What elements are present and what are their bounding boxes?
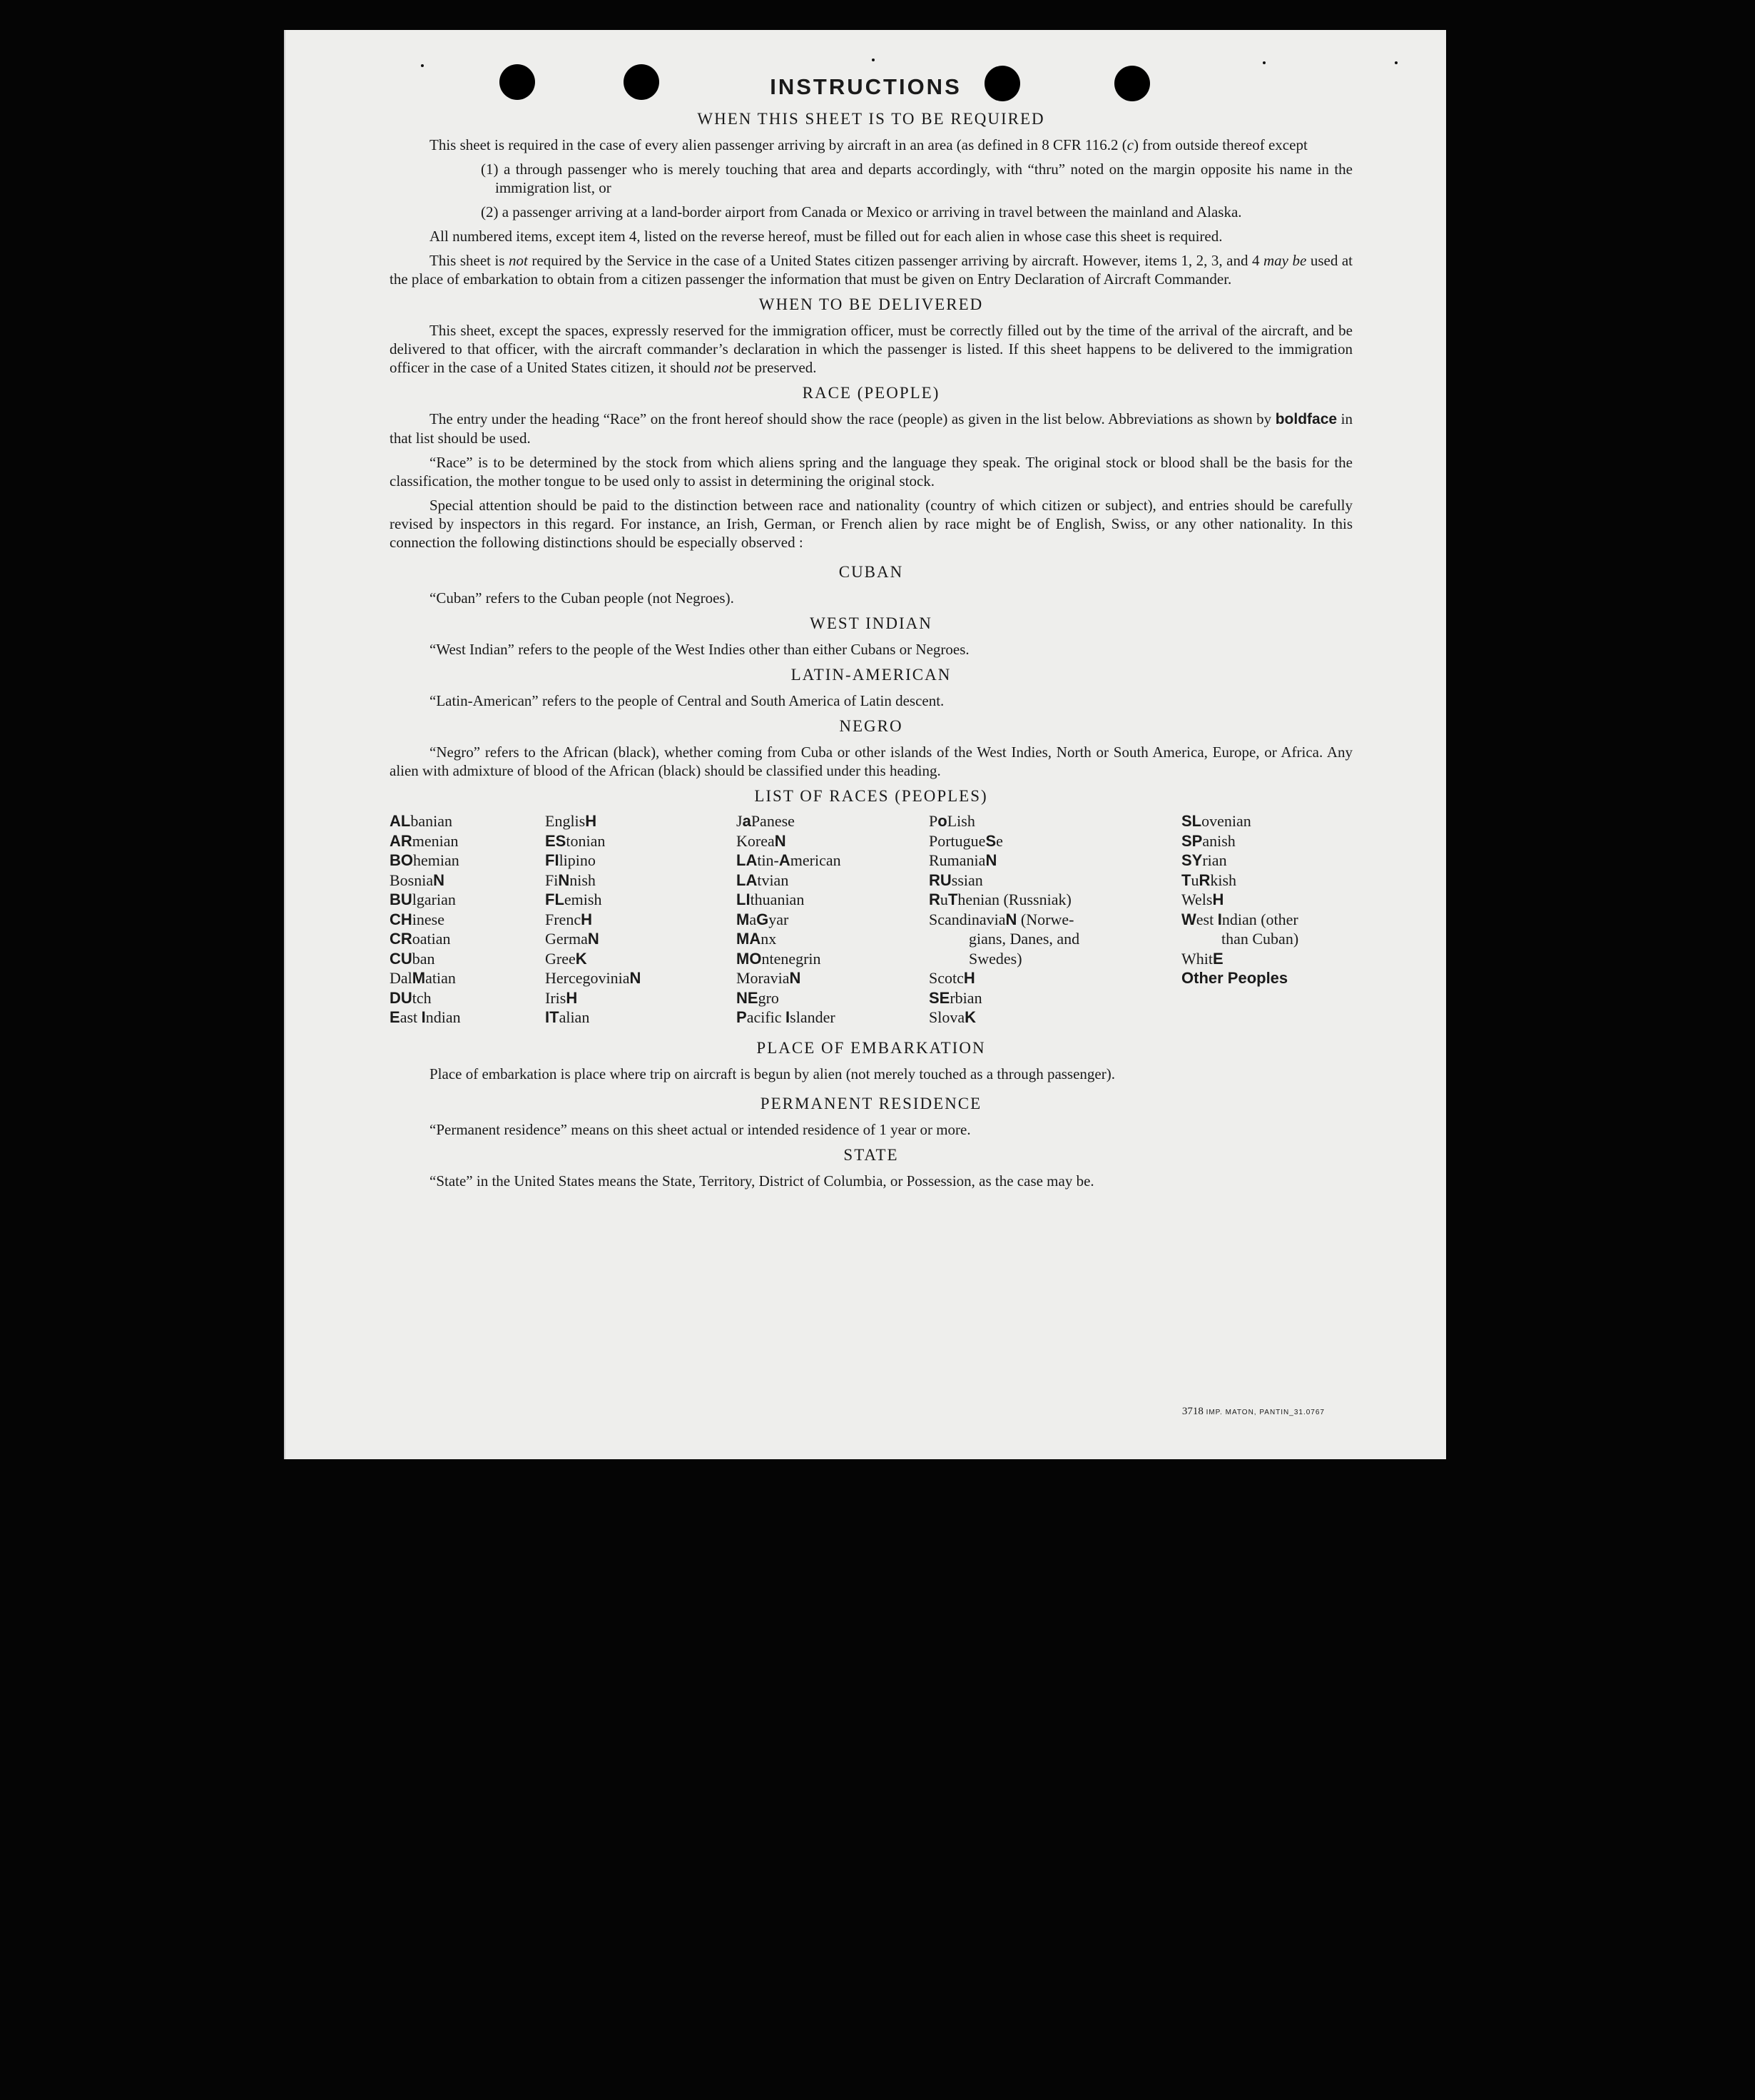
race-entry: BosniaN	[390, 871, 445, 889]
race-entry: CRoatian	[390, 930, 451, 948]
paragraph: This sheet is not required by the Service in the case of a United States citizen passenger arriving by aircraft. However, items 1, 2, 3, and 4 may be used at the place of embarkation to obtain from a citizen passenger the information that must be given on Entry Declaration of Aircraft Commander.	[390, 252, 1353, 288]
race-entry: LAtin-American	[736, 851, 841, 869]
race-entry: WelsH	[1181, 891, 1224, 908]
race-entry: PortugueSe	[929, 831, 1003, 850]
form-number: 3718	[1181, 1406, 1204, 1417]
race-entry: RUssian	[929, 871, 983, 889]
race-entry: BUlgarian	[390, 891, 456, 908]
paragraph: “State” in the United States means the State, Territory, District of Columbia, or Possession, as the case may be.	[429, 1172, 1094, 1190]
race-entry: ScotcH	[929, 969, 975, 987]
dust-speck	[1263, 61, 1266, 64]
heading-race: RACE (PEOPLE)	[802, 384, 940, 402]
race-entry: SErbian	[929, 988, 982, 1007]
race-entry: West Indian (other	[1181, 910, 1298, 928]
heading-state: STATE	[843, 1145, 899, 1164]
heading-west-indian: WEST INDIAN	[810, 614, 932, 632]
race-entry: PoLish	[929, 812, 975, 830]
race-entry: TuRkish	[1181, 871, 1237, 889]
race-column	[390, 811, 545, 1028]
race-entry: CHinese	[390, 910, 444, 928]
race-entry: ITalian	[545, 1008, 590, 1026]
paragraph: All numbered items, except item 4, listed on the reverse hereof, must be filled out for each alien in whose case this sheet is required.	[429, 228, 1223, 245]
paragraph: Special attention should be paid to the distinction between race and nationality (country of which citizen or subject), and entries should be carefully revised by inspectors in this regard. For instance, an Irish, German, or French alien by race might be of English, Swiss, or any other nationality. In this connection the following distinctions should be especially observed :	[390, 497, 1353, 551]
race-column	[929, 811, 1181, 1028]
paragraph: The entry under the heading “Race” on the front hereof should show the race (people) as given in the list below. Abbreviations as shown by boldface in that list should be used.	[390, 410, 1353, 447]
race-entry: SPanish	[1181, 831, 1236, 850]
race-entry: ScandinaviaN (Norwe-	[929, 910, 1074, 928]
race-entry: IrisH	[545, 988, 578, 1007]
heading-when-delivered: WHEN TO BE DELIVERED	[758, 295, 984, 313]
instructions-body	[390, 108, 1353, 1190]
heading-embarkation: PLACE OF EMBARKATION	[756, 1038, 986, 1057]
race-entry: MaGyar	[736, 910, 789, 928]
race-entry: WhitE	[1181, 949, 1224, 968]
heading-latin-american: LATIN-AMERICAN	[790, 666, 952, 684]
race-list	[390, 811, 1353, 1028]
race-entry: GreeK	[545, 949, 587, 968]
paragraph: “Negro” refers to the African (black), whether coming from Cuba or other islands of the West Indies, North or South America, Europe, or Africa. Any alien with admixture of blood of the African (black) should be classified under this heading.	[390, 744, 1353, 779]
exception-item: (2) a passenger arriving at a land-border airport from Canada or Mexico or arriving in travel between the mainland and Alaska.	[481, 203, 1242, 220]
race-entry: than Cuban)	[1221, 930, 1299, 948]
race-entry: gians, Danes, and	[969, 930, 1080, 948]
dust-speck	[1395, 61, 1398, 64]
race-entry: ARmenian	[390, 831, 459, 850]
race-entry: Pacific Islander	[736, 1008, 835, 1026]
printer-imprint: IMP. MATON, PANTIN_31.0767	[1206, 1409, 1325, 1416]
paragraph: “Latin-American” refers to the people of Central and South America of Latin descent.	[429, 692, 945, 709]
paragraph: “Cuban” refers to the Cuban people (not Negroes).	[429, 589, 734, 607]
paragraph: “Permanent residence” means on this sheet actual or intended residence of 1 year or more.	[429, 1120, 971, 1138]
race-entry: Other Peoples	[1181, 969, 1288, 987]
race-entry: FrencH	[545, 910, 592, 928]
heading-permanent-residence: PERMANENT RESIDENCE	[760, 1094, 982, 1112]
race-entry: SlovaK	[929, 1008, 977, 1026]
race-entry: ALbanian	[390, 812, 452, 830]
heading-cuban: CUBAN	[838, 563, 904, 581]
race-entry: EStonian	[545, 831, 606, 850]
race-column	[1181, 811, 1353, 1028]
heading-negro: NEGRO	[839, 717, 903, 735]
race-entry: East Indian	[390, 1008, 461, 1026]
race-entry: CUban	[390, 949, 435, 968]
paragraph: This sheet is required in the case of every alien passenger arriving by aircraft in an area (as defined in 8 CFR 116.2 (c) from outside thereof except	[429, 136, 1308, 153]
race-entry: RuThenian (Russniak)	[929, 891, 1072, 908]
paragraph: “West Indian” refers to the people of the West Indies other than either Cubans or Negroes.	[429, 641, 970, 658]
race-entry: Swedes)	[969, 949, 1022, 968]
heading-when-required: WHEN THIS SHEET IS TO BE REQUIRED	[697, 110, 1045, 128]
instruction-sheet	[284, 30, 1446, 1459]
heading-list-of-races: LIST OF RACES (PEOPLES)	[754, 787, 988, 805]
race-entry: FIlipino	[545, 851, 596, 869]
race-entry: SLovenian	[1181, 812, 1251, 830]
race-entry: SYrian	[1181, 851, 1227, 869]
paragraph: “Race” is to be determined by the stock from which aliens spring and the language they speak. The original stock or blood shall be the basis for the classification, the mother tongue to be used only to assist in determining the original stock.	[390, 454, 1353, 490]
dust-speck	[872, 59, 875, 61]
form-footer	[1182, 1406, 1325, 1418]
race-entry: MOntenegrin	[736, 949, 821, 968]
race-entry: KoreaN	[736, 831, 786, 850]
race-entry: DUtch	[390, 988, 432, 1007]
race-entry: NEgro	[736, 988, 779, 1007]
paragraph: This sheet, except the spaces, expressly reserved for the immigration officer, must be correctly filled out by the time of the arrival of the aircraft, and be delivered to that officer, with the aircraft commander’s declaration in which the passenger is listed. If this sheet happens to be delivered to the immigration officer in the case of a United States citizen, it should not be preserved.	[390, 322, 1353, 376]
paragraph: Place of embarkation is place where trip on aircraft is begun by alien (not merely touched as a through passenger).	[429, 1065, 1115, 1082]
race-entry: MoraviaN	[736, 969, 801, 987]
race-entry: GermaN	[545, 930, 599, 948]
exception-item: (1) a through passenger who is merely touching that area and departs accordingly, with “thru” noted on the margin opposite his name in the immigration list, or	[481, 161, 1353, 196]
race-entry: MAnx	[736, 930, 777, 948]
race-entry: LAtvian	[736, 871, 789, 889]
race-entry: EnglisH	[545, 812, 597, 830]
race-entry: FLemish	[545, 891, 602, 908]
race-entry: LIthuanian	[736, 891, 805, 908]
race-entry: FiNnish	[545, 871, 596, 889]
race-entry: RumaniaN	[929, 851, 997, 869]
race-entry: BOhemian	[390, 851, 459, 869]
race-column	[736, 811, 929, 1028]
race-entry: HercegoviniaN	[545, 969, 641, 987]
race-column	[545, 811, 736, 1028]
race-entry: DalMatian	[390, 969, 456, 987]
race-entry: JaPanese	[736, 812, 795, 830]
page-title: INSTRUCTIONS	[770, 74, 962, 99]
dust-speck	[421, 64, 424, 67]
